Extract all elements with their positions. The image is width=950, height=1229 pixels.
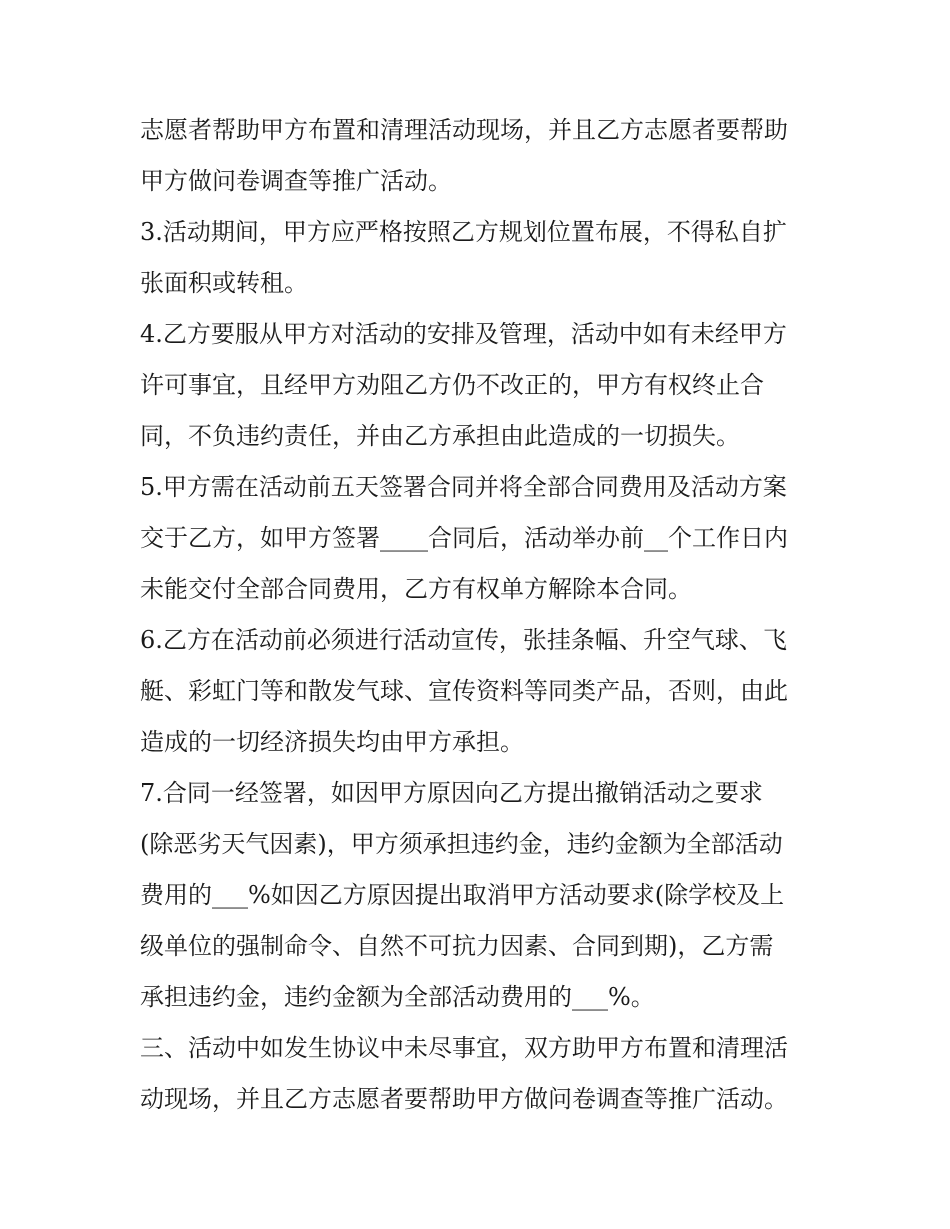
text-line: 动现场，并且乙方志愿者要帮助甲方做问卷调查等推广活动。: [140, 1085, 788, 1113]
text-line: 7.合同一经签署，如因甲方原因向乙方提出撤销活动之要求: [140, 779, 763, 807]
text-line: 艇、彩虹门等和散发气球、宣传资料等同类产品，否则，由此: [140, 677, 788, 705]
text-line: 三、活动中如发生协议中未尽事宜，双方助甲方布置和清理活: [140, 1034, 788, 1062]
text-line: 6.乙方在活动前必须进行活动宣传，张挂条幅、升空气球、飞: [140, 626, 787, 654]
text-line: 张面积或转租。: [140, 269, 308, 297]
text-line: 5.甲方需在活动前五天签署合同并将全部合同费用及活动方案: [140, 473, 787, 501]
text-line: 甲方做问卷调查等推广活动。: [140, 167, 452, 195]
text-line: 4.乙方要服从甲方对活动的安排及管理，活动中如有未经甲方: [140, 320, 787, 348]
text-line: 承担违约金，违约金额为全部活动费用的___%。: [140, 983, 655, 1011]
text-line: 级单位的强制命令、自然不可抗力因素、合同到期)，乙方需: [140, 932, 774, 960]
text-line: 3.活动期间，甲方应严格按照乙方规划位置布展，不得私自扩: [140, 218, 787, 246]
text-line: 未能交付全部合同费用，乙方有权单方解除本合同。: [140, 575, 692, 603]
text-line: 许可事宜，且经甲方劝阻乙方仍不改正的，甲方有权终止合: [140, 371, 764, 399]
text-line: 造成的一切经济损失均由甲方承担。: [140, 728, 524, 756]
text-line: 交于乙方，如甲方签署____合同后，活动举办前__个工作日内: [140, 524, 788, 552]
document-body: [140, 105, 820, 1125]
text-line: 同，不负违约责任，并由乙方承担由此造成的一切损失。: [140, 422, 740, 450]
text-line: 志愿者帮助甲方布置和清理活动现场，并且乙方志愿者要帮助: [140, 116, 788, 144]
text-line: (除恶劣天气因素)，甲方须承担违约金，违约金额为全部活动: [140, 830, 783, 858]
text-line: 费用的___%如因乙方原因提出取消甲方活动要求(除学校及上: [140, 881, 785, 909]
